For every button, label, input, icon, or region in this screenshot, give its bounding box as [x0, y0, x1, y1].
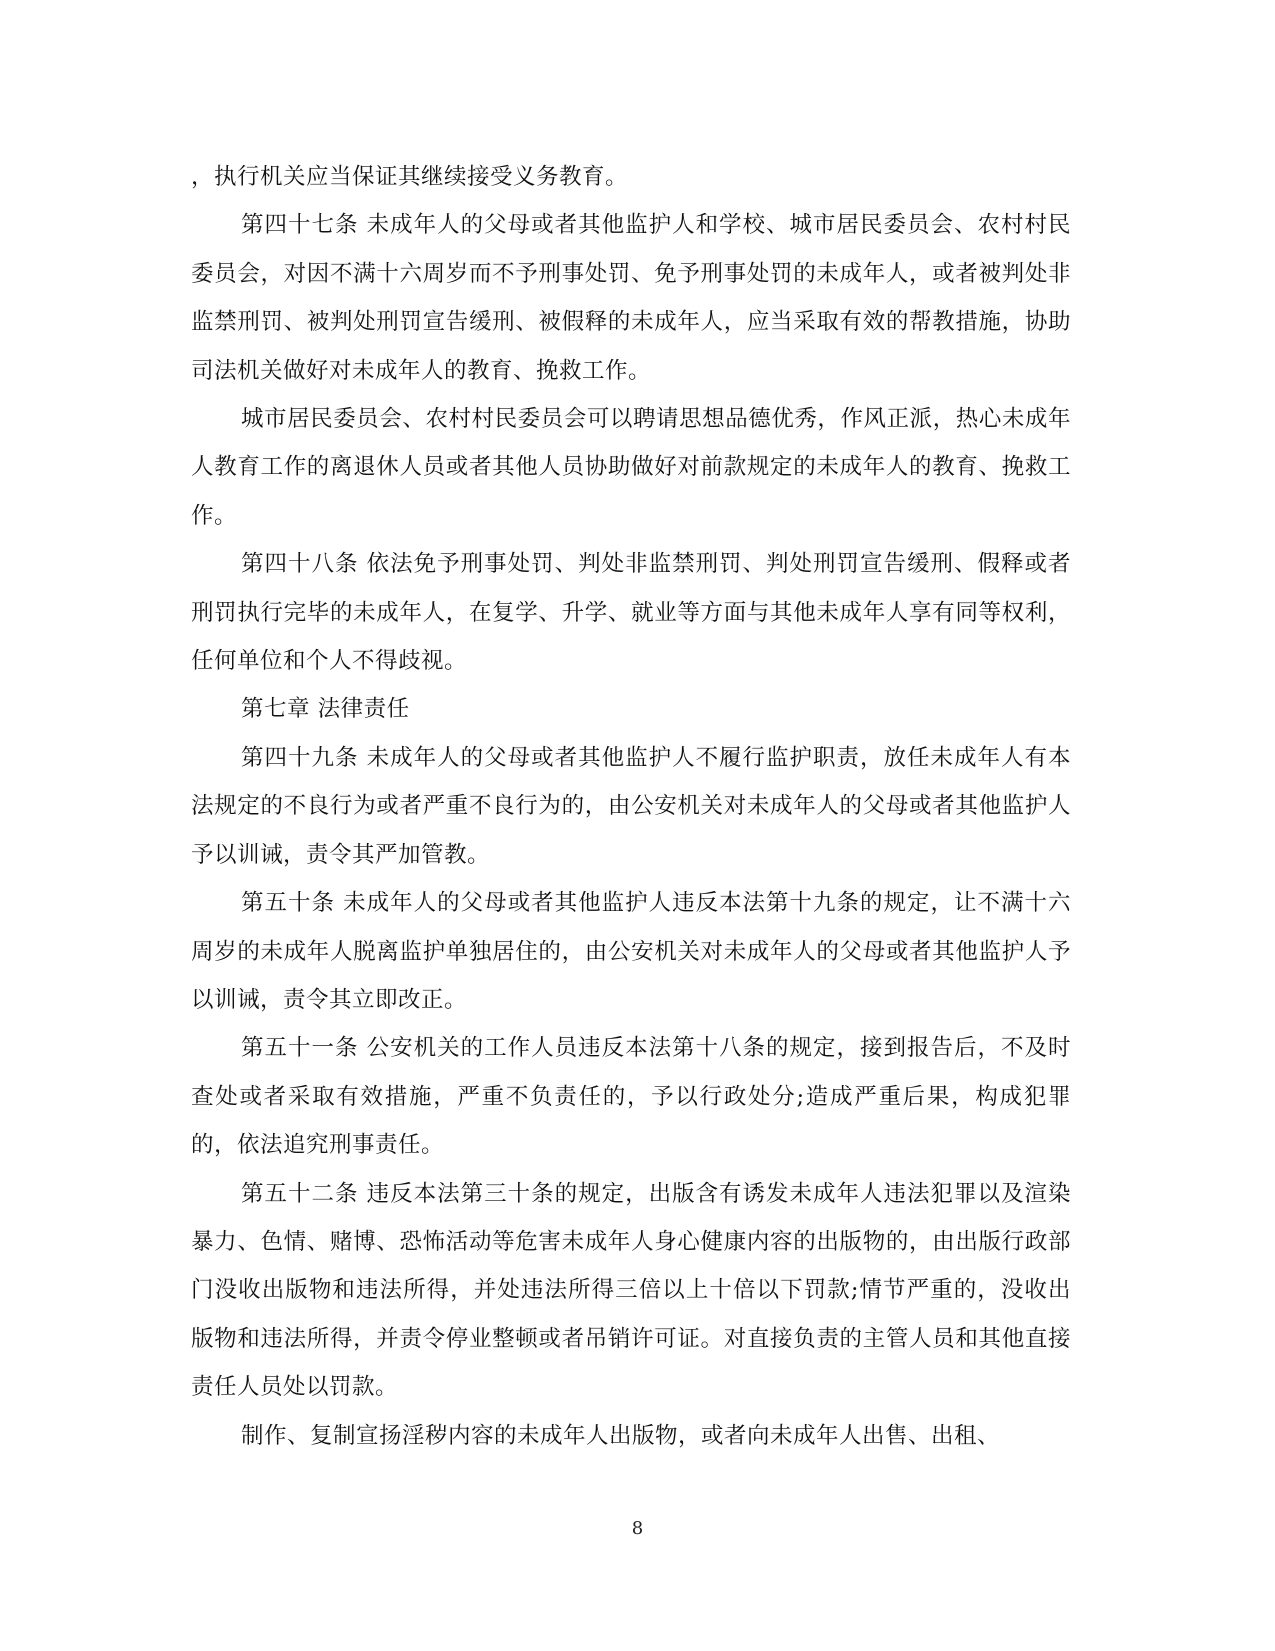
paragraph-continuation: ，执行机关应当保证其继续接受义务教育。	[191, 164, 629, 190]
paragraph-article-50: 第五十条 未成年人的父母或者其他监护人违反本法第十九条的规定，让不满十六周岁的未成年人脱离监护单独居住的，由公安机关对未成年人的父母或者其他监护人予以训诫，责令其立即改正。	[191, 890, 1071, 1013]
document-body	[191, 153, 1071, 1460]
paragraph-article-48: 第四十八条 依法免予刑事处罚、判处非监禁刑罚、判处刑罚宣告缓刑、假释或者刑罚执行完毕的未成年人，在复学、升学、就业等方面与其他未成年人享有同等权利，任何单位和个人不得歧视。	[191, 551, 1071, 675]
paragraph-article-47-clause-2: 城市居民委员会、农村村民委员会可以聘请思想品德优秀，作风正派，热心未成年人教育工作的离退休人员或者其他人员协助做好对前款规定的未成年人的教育、挽救工作。	[191, 406, 1071, 529]
paragraph-article-47: 第四十七条 未成年人的父母或者其他监护人和学校、城市居民委员会、农村村民委员会，对因不满十六周岁而不予刑事处罚、免予刑事处罚的未成年人，或者被判处非监禁刑罚、被判处刑罚宣告缓刑、被假释的未成年人，应当采取有效的帮教措施，协助司法机关做好对未成年人的教育、挽救工作。	[191, 212, 1071, 384]
chapter-heading: 第七章 法律责任	[241, 696, 410, 723]
page-number: 8	[631, 1518, 644, 1539]
paragraph-article-52: 第五十二条 违反本法第三十条的规定，出版含有诱发未成年人违法犯罪以及渲染暴力、色情、赌博、恐怖活动等危害未成年人身心健康内容的出版物的，由出版行政部门没收出版物和违法所得，并处违法所得三倍以上十倍以下罚款;情节严重的，没收出版物和违法所得，并责令停业整顿或者吊销许可证。对直接负责的主管人员和其他直接责任人员处以罚款。	[191, 1180, 1071, 1401]
paragraph-article-49: 第四十九条 未成年人的父母或者其他监护人不履行监护职责，放任未成年人有本法规定的不良行为或者严重不良行为的，由公安机关对未成年人的父母或者其他监护人予以训诫，责令其严加管教。	[191, 744, 1071, 868]
paragraph-article-51: 第五十一条 公安机关的工作人员违反本法第十八条的规定，接到报告后，不及时查处或者采取有效措施，严重不负责任的，予以行政处分;造成严重后果，构成犯罪的，依法追究刑事责任。	[191, 1035, 1071, 1159]
paragraph-article-52-clause-2: 制作、复制宣扬淫秽内容的未成年人出版物，或者向未成年人出售、出租、	[241, 1422, 1001, 1449]
